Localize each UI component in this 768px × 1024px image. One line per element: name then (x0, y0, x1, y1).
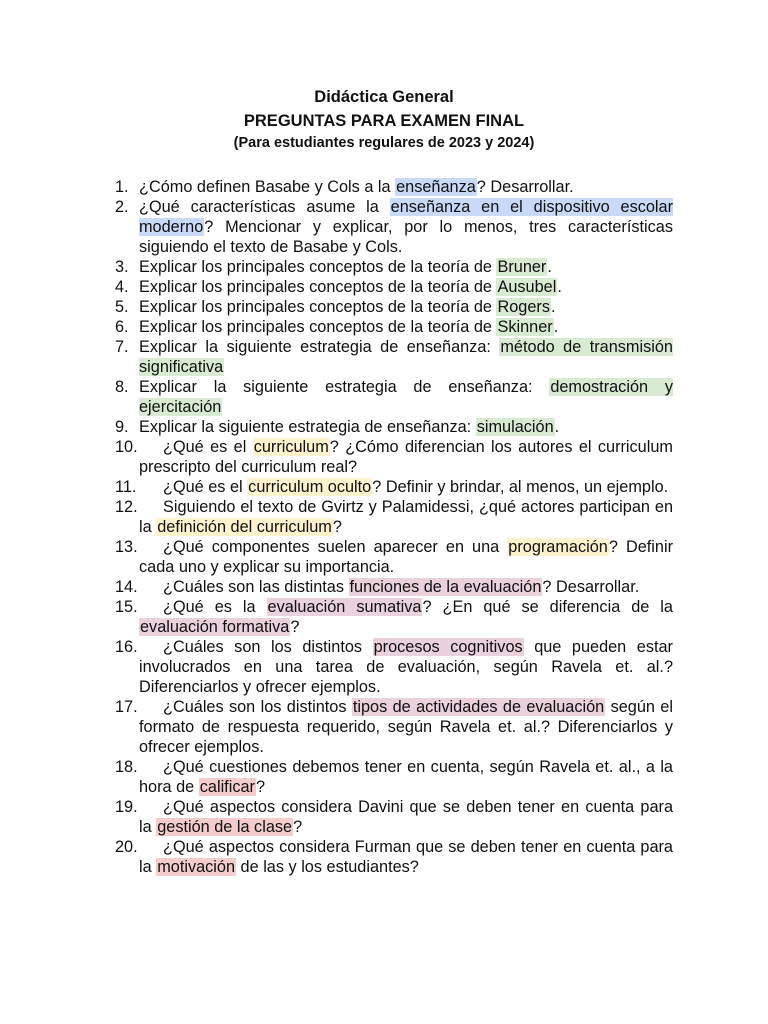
highlighted-term: programación (508, 538, 608, 556)
question-text: ¿Cómo definen Basabe y Cols a la (139, 178, 396, 196)
question-text: . (553, 318, 559, 336)
question-text: ? Desarrollar. (476, 178, 574, 196)
question-item (115, 317, 673, 337)
document-title: Didáctica General (314, 88, 454, 106)
question-number: 1. (115, 178, 129, 196)
highlighted-term: curriculum oculto (248, 478, 372, 496)
question-item (115, 197, 673, 257)
question-number: 10. (115, 438, 138, 456)
question-number: 11. (115, 478, 137, 496)
question-number: 4. (115, 278, 129, 296)
question-item (115, 277, 673, 297)
question-text: de las y los estudiantes? (236, 858, 419, 876)
highlighted-term: evaluación sumativa (267, 598, 422, 616)
question-item (115, 477, 673, 497)
question-text: ¿Qué aspectos considera Davini que se deben tener en cuenta para la (139, 798, 673, 836)
question-text: ? (332, 518, 342, 536)
question-text: Siguiendo el texto de Gvirtz y Palamidessi, ¿qué actores participan en la (139, 498, 673, 536)
question-item (115, 697, 673, 757)
question-text: ? Desarrollar. (542, 578, 640, 596)
question-number: 20. (115, 838, 138, 856)
question-number: 16. (115, 638, 138, 656)
question-text: ? Definir cada uno y explicar su importancia. (139, 538, 673, 576)
question-text: según el formato de respuesta requerido, según Ravela et. al.? Diferenciarlos y ofrecer ejemplos. (139, 698, 673, 756)
document-subtitle: PREGUNTAS PARA EXAMEN FINAL (243, 112, 525, 130)
question-number: 9. (115, 418, 129, 436)
question-item (115, 497, 673, 537)
question-text: Explicar los principales conceptos de la teoría de (139, 278, 497, 296)
highlighted-term: demostración y ejercitación (139, 378, 673, 416)
question-text: ¿Qué características asume la (139, 198, 390, 216)
highlighted-term: simulación (476, 418, 554, 436)
question-text: ¿Qué componentes suelen aparecer en una (163, 538, 508, 556)
question-number: 8. (115, 378, 129, 396)
highlighted-term: gestión de la clase (157, 818, 293, 836)
question-item (115, 297, 673, 317)
highlighted-term: procesos cognitivos (373, 638, 523, 656)
question-text: ? Definir y brindar, al menos, un ejemplo. (372, 478, 669, 496)
question-text: ? ¿En qué se diferencia de la (422, 598, 673, 616)
question-item (115, 637, 673, 697)
highlighted-term: evaluación formativa (140, 618, 290, 636)
question-number: 14. (115, 578, 138, 596)
question-text: ? (290, 618, 300, 636)
question-text: . (557, 278, 562, 296)
question-number: 3. (115, 258, 129, 276)
highlighted-term: Rogers (497, 298, 550, 316)
question-number: 17. (115, 698, 138, 716)
question-list (115, 177, 673, 877)
highlighted-term: Skinner (497, 318, 553, 336)
question-text: ? (255, 778, 266, 796)
highlighted-term: motivación (157, 858, 236, 876)
question-text: ¿Cuáles son los distintos (163, 698, 352, 716)
question-item (115, 257, 673, 277)
question-text: . (554, 418, 560, 436)
question-item (115, 177, 673, 197)
question-text: ? Mencionar y explicar, por lo menos, tres características siguiendo el texto de Basabe y Cols. (139, 218, 673, 256)
question-item (115, 437, 673, 477)
question-item (115, 577, 673, 597)
question-text: ¿Qué cuestiones debemos tener en cuenta, según Ravela et. al., a la hora de (139, 758, 673, 796)
question-text: ¿Cuáles son los distintos (163, 638, 373, 656)
question-item (115, 337, 673, 377)
question-item (115, 837, 673, 877)
question-text: ¿Qué es el (163, 438, 253, 456)
question-number: 2. (115, 198, 129, 216)
question-item (115, 757, 673, 797)
question-number: 15. (115, 598, 138, 616)
question-item (115, 417, 673, 437)
question-text: ¿Cuáles son las distintas (163, 578, 349, 596)
question-number: 19. (115, 798, 138, 816)
question-number: 5. (115, 298, 129, 316)
highlighted-term: funciones de la evaluación (349, 578, 542, 596)
highlighted-term: Ausubel (497, 278, 557, 296)
highlighted-term: tipos de actividades de evaluación (352, 698, 605, 716)
highlighted-term: calificar (199, 778, 255, 796)
question-number: 6. (115, 318, 129, 336)
highlighted-term: método de transmisión significativa (139, 338, 673, 376)
question-item (115, 797, 673, 837)
question-number: 7. (115, 338, 129, 356)
question-item (115, 377, 673, 417)
highlighted-term: definición del curriculum (157, 518, 332, 536)
question-text: Explicar la siguiente estrategia de enseñanza: (139, 338, 500, 356)
question-text: . (550, 298, 556, 316)
question-text: que pueden estar involucrados en una tarea de evaluación, según Ravela et. al.? Diferenciarlos y ofrecer ejemplos. (139, 638, 673, 696)
question-text: ? ¿Cómo diferencian los autores el curriculum prescripto del curriculum real? (139, 438, 673, 476)
question-text: ¿Qué es la (163, 598, 267, 616)
highlighted-term: Bruner (497, 258, 547, 276)
question-text: Explicar los principales conceptos de la teoría de (139, 298, 497, 316)
question-number: 13. (115, 538, 138, 556)
highlighted-term: enseñanza (396, 178, 476, 196)
question-text: Explicar la siguiente estrategia de enseñanza: (139, 418, 476, 436)
question-number: 12. (115, 498, 138, 516)
question-text: ¿Qué es el (163, 478, 248, 496)
question-text: ? (293, 818, 303, 836)
question-item (115, 537, 673, 577)
highlighted-term: enseñanza en el dispositivo escolar moderno (139, 198, 674, 236)
question-item (115, 597, 673, 637)
highlighted-term: curriculum (253, 438, 329, 456)
question-text: Explicar los principales conceptos de la teoría de (139, 258, 497, 276)
question-number: 18. (115, 758, 138, 776)
question-text: Explicar los principales conceptos de la teoría de (139, 318, 497, 336)
question-text: . (547, 258, 552, 276)
question-text: ¿Qué aspectos considera Furman que se deben tener en cuenta para la (139, 838, 673, 876)
question-text: Explicar la siguiente estrategia de enseñanza: (139, 378, 550, 396)
document-note: (Para estudiantes regulares de 2023 y 2024) (233, 135, 535, 151)
